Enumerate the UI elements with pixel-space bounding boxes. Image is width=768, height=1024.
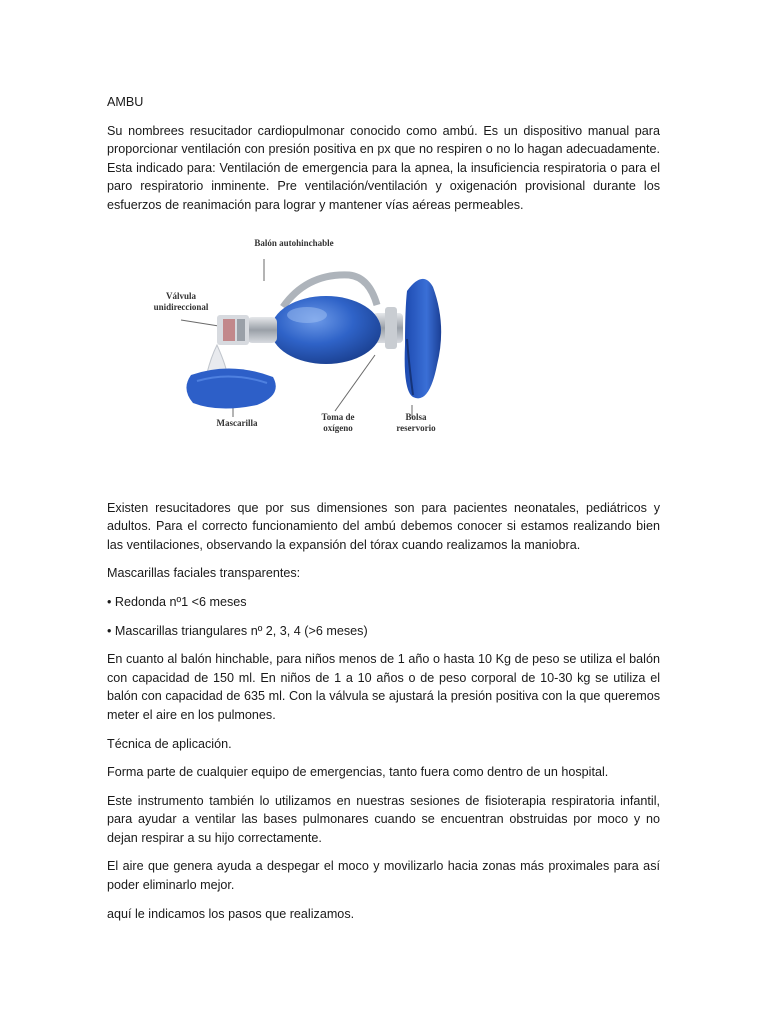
label-mascarilla: Mascarilla xyxy=(216,417,258,428)
face-mask xyxy=(186,368,275,408)
paragraph-pasos: aquí le indicamos los pasos que realizamos. xyxy=(107,906,355,921)
paragraph-emergencias: Forma parte de cualquier equipo de emergencias, tanto fuera como dentro de un hospital. xyxy=(107,765,609,780)
bag-neck xyxy=(247,317,277,343)
list-item-redonda: • Redonda nº1 <6 meses xyxy=(107,594,247,609)
label-toma: Toma de oxígeno xyxy=(321,411,355,433)
paragraph-moco: El aire que genera ayuda a despegar el moco y movilizarlo hacia zonas más proximales para así poder eliminarlo mejor. xyxy=(107,859,660,893)
self-inflating-bag xyxy=(271,296,381,364)
label-balon: Balón autohinchable xyxy=(254,237,334,248)
label-valvula: Válvula unidireccional xyxy=(153,290,209,312)
intro-paragraph: Su nombrees resucitador cardiopulmonar conocido como ambú. Es un dispositivo manual para proporcionar ventilación con presión positiva en px que no respiren o no lo hagan adecuadamente. Esta indicado para: Ventilación de emergencia para la apnea, la insuficiencia respiratoria o para el paro respiratorio inminente. Pre ventilación/ventilación y oxigenación provisional durante los esfuerzos de reanimación para lograr y mantener vías aéreas permeables. xyxy=(107,123,660,212)
ambu-figure xyxy=(107,235,660,475)
paragraph-mascarillas-heading: Mascarillas faciales transparentes: xyxy=(107,566,301,581)
label-bolsa: Bolsa reservorio xyxy=(396,411,436,433)
paragraph-fisioterapia: Este instrumento también lo utilizamos en nuestras sesiones de fisioterapia respiratoria infantil, para ayudar a ventilar las bases pulmonares cuando se encuentran obstruidas por moco y no dejan respirar a su hijo correctamente. xyxy=(107,793,660,845)
ambu-illustration xyxy=(107,235,660,475)
paragraph-balon: En cuanto al balón hinchable, para niños menos de 1 año o hasta 10 Kg de peso se utiliza el balón con capacidad de 150 ml. En niños de 1 a 10 años o de peso corporal de 10-30 kg se utiliza el balón con capacidad de 635 ml. Con la válvula se ajustará la presión positiva con la que queremos meter el aire en los pulmones. xyxy=(107,652,660,722)
list-item-triangulares: • Mascarillas triangulares nº 2, 3, 4 (>6 meses) xyxy=(107,623,368,638)
document-title: AMBU xyxy=(107,95,144,109)
paragraph-tecnica-heading: Técnica de aplicación. xyxy=(107,736,232,751)
document-body xyxy=(107,93,660,933)
paragraph-resucitadores: Existen resucitadores que por sus dimensiones son para pacientes neonatales, pediátricos y adultos. Para el correcto funcionamiento del ambú debemos conocer si estamos realizando bien las ventilaciones, observando la expansión del tórax cuando realizamos la maniobra. xyxy=(107,500,660,552)
